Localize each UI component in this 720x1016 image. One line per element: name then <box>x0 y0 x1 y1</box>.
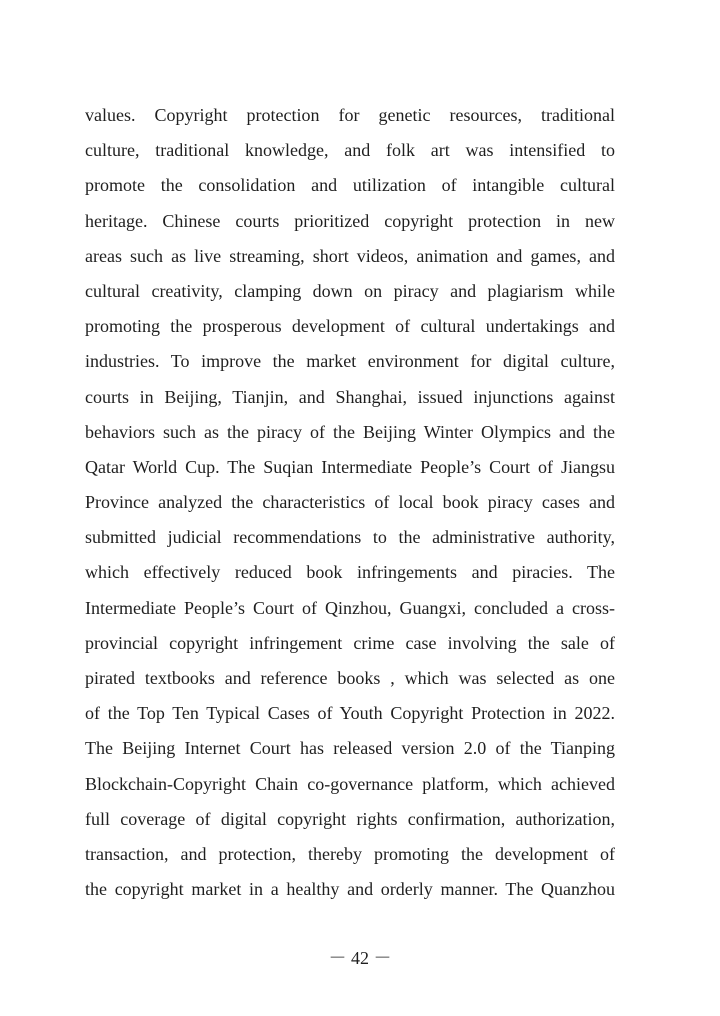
text-line: provincial copyright infringement crime case involving the sale of <box>85 632 615 653</box>
text-line: industries. To improve the market environment for digital culture, <box>85 351 615 372</box>
text-line: Blockchain-Copyright Chain co-governance platform, which achieved <box>85 773 615 794</box>
text-line: promote the consolidation and utilization of intangible cultural <box>85 175 615 196</box>
text-line: courts in Beijing, Tianjin, and Shanghai, issued injunctions against <box>85 386 615 407</box>
text-line: culture, traditional knowledge, and folk art was intensified to <box>85 140 615 161</box>
text-line: Intermediate People’s Court of Qinzhou, Guangxi, concluded a cross- <box>85 597 615 618</box>
text-line: Province analyzed the characteristics of local book piracy cases and <box>85 492 615 513</box>
text-line: submitted judicial recommendations to the administrative authority, <box>85 527 615 548</box>
text-line: heritage. Chinese courts prioritized copyright protection in new <box>85 210 615 231</box>
text-line: areas such as live streaming, short videos, animation and games, and <box>85 245 615 266</box>
text-line: behaviors such as the piracy of the Beijing Winter Olympics and the <box>85 421 615 442</box>
text-line: full coverage of digital copyright rights confirmation, authorization, <box>85 808 615 829</box>
text-line: values. Copyright protection for genetic resources, traditional <box>85 105 615 125</box>
text-line: The Beijing Internet Court has released version 2.0 of the Tianping <box>85 738 615 759</box>
page-number: － 42 － <box>328 948 392 968</box>
text-line: the copyright market in a healthy and orderly manner. The Quanzhou <box>85 879 615 900</box>
body-text <box>85 98 615 907</box>
text-line: transaction, and protection, thereby promoting the development of <box>85 843 615 864</box>
text-line: Qatar World Cup. The Suqian Intermediate People’s Court of Jiangsu <box>85 456 615 477</box>
text-line: cultural creativity, clamping down on piracy and plagiarism while <box>85 280 615 301</box>
text-line: of the Top Ten Typical Cases of Youth Copyright Protection in 2022. <box>85 703 615 724</box>
text-line: promoting the prosperous development of cultural undertakings and <box>85 316 615 337</box>
text-line: pirated textbooks and reference books , which was selected as one <box>85 668 615 688</box>
text-line: which effectively reduced book infringements and piracies. The <box>85 562 615 583</box>
